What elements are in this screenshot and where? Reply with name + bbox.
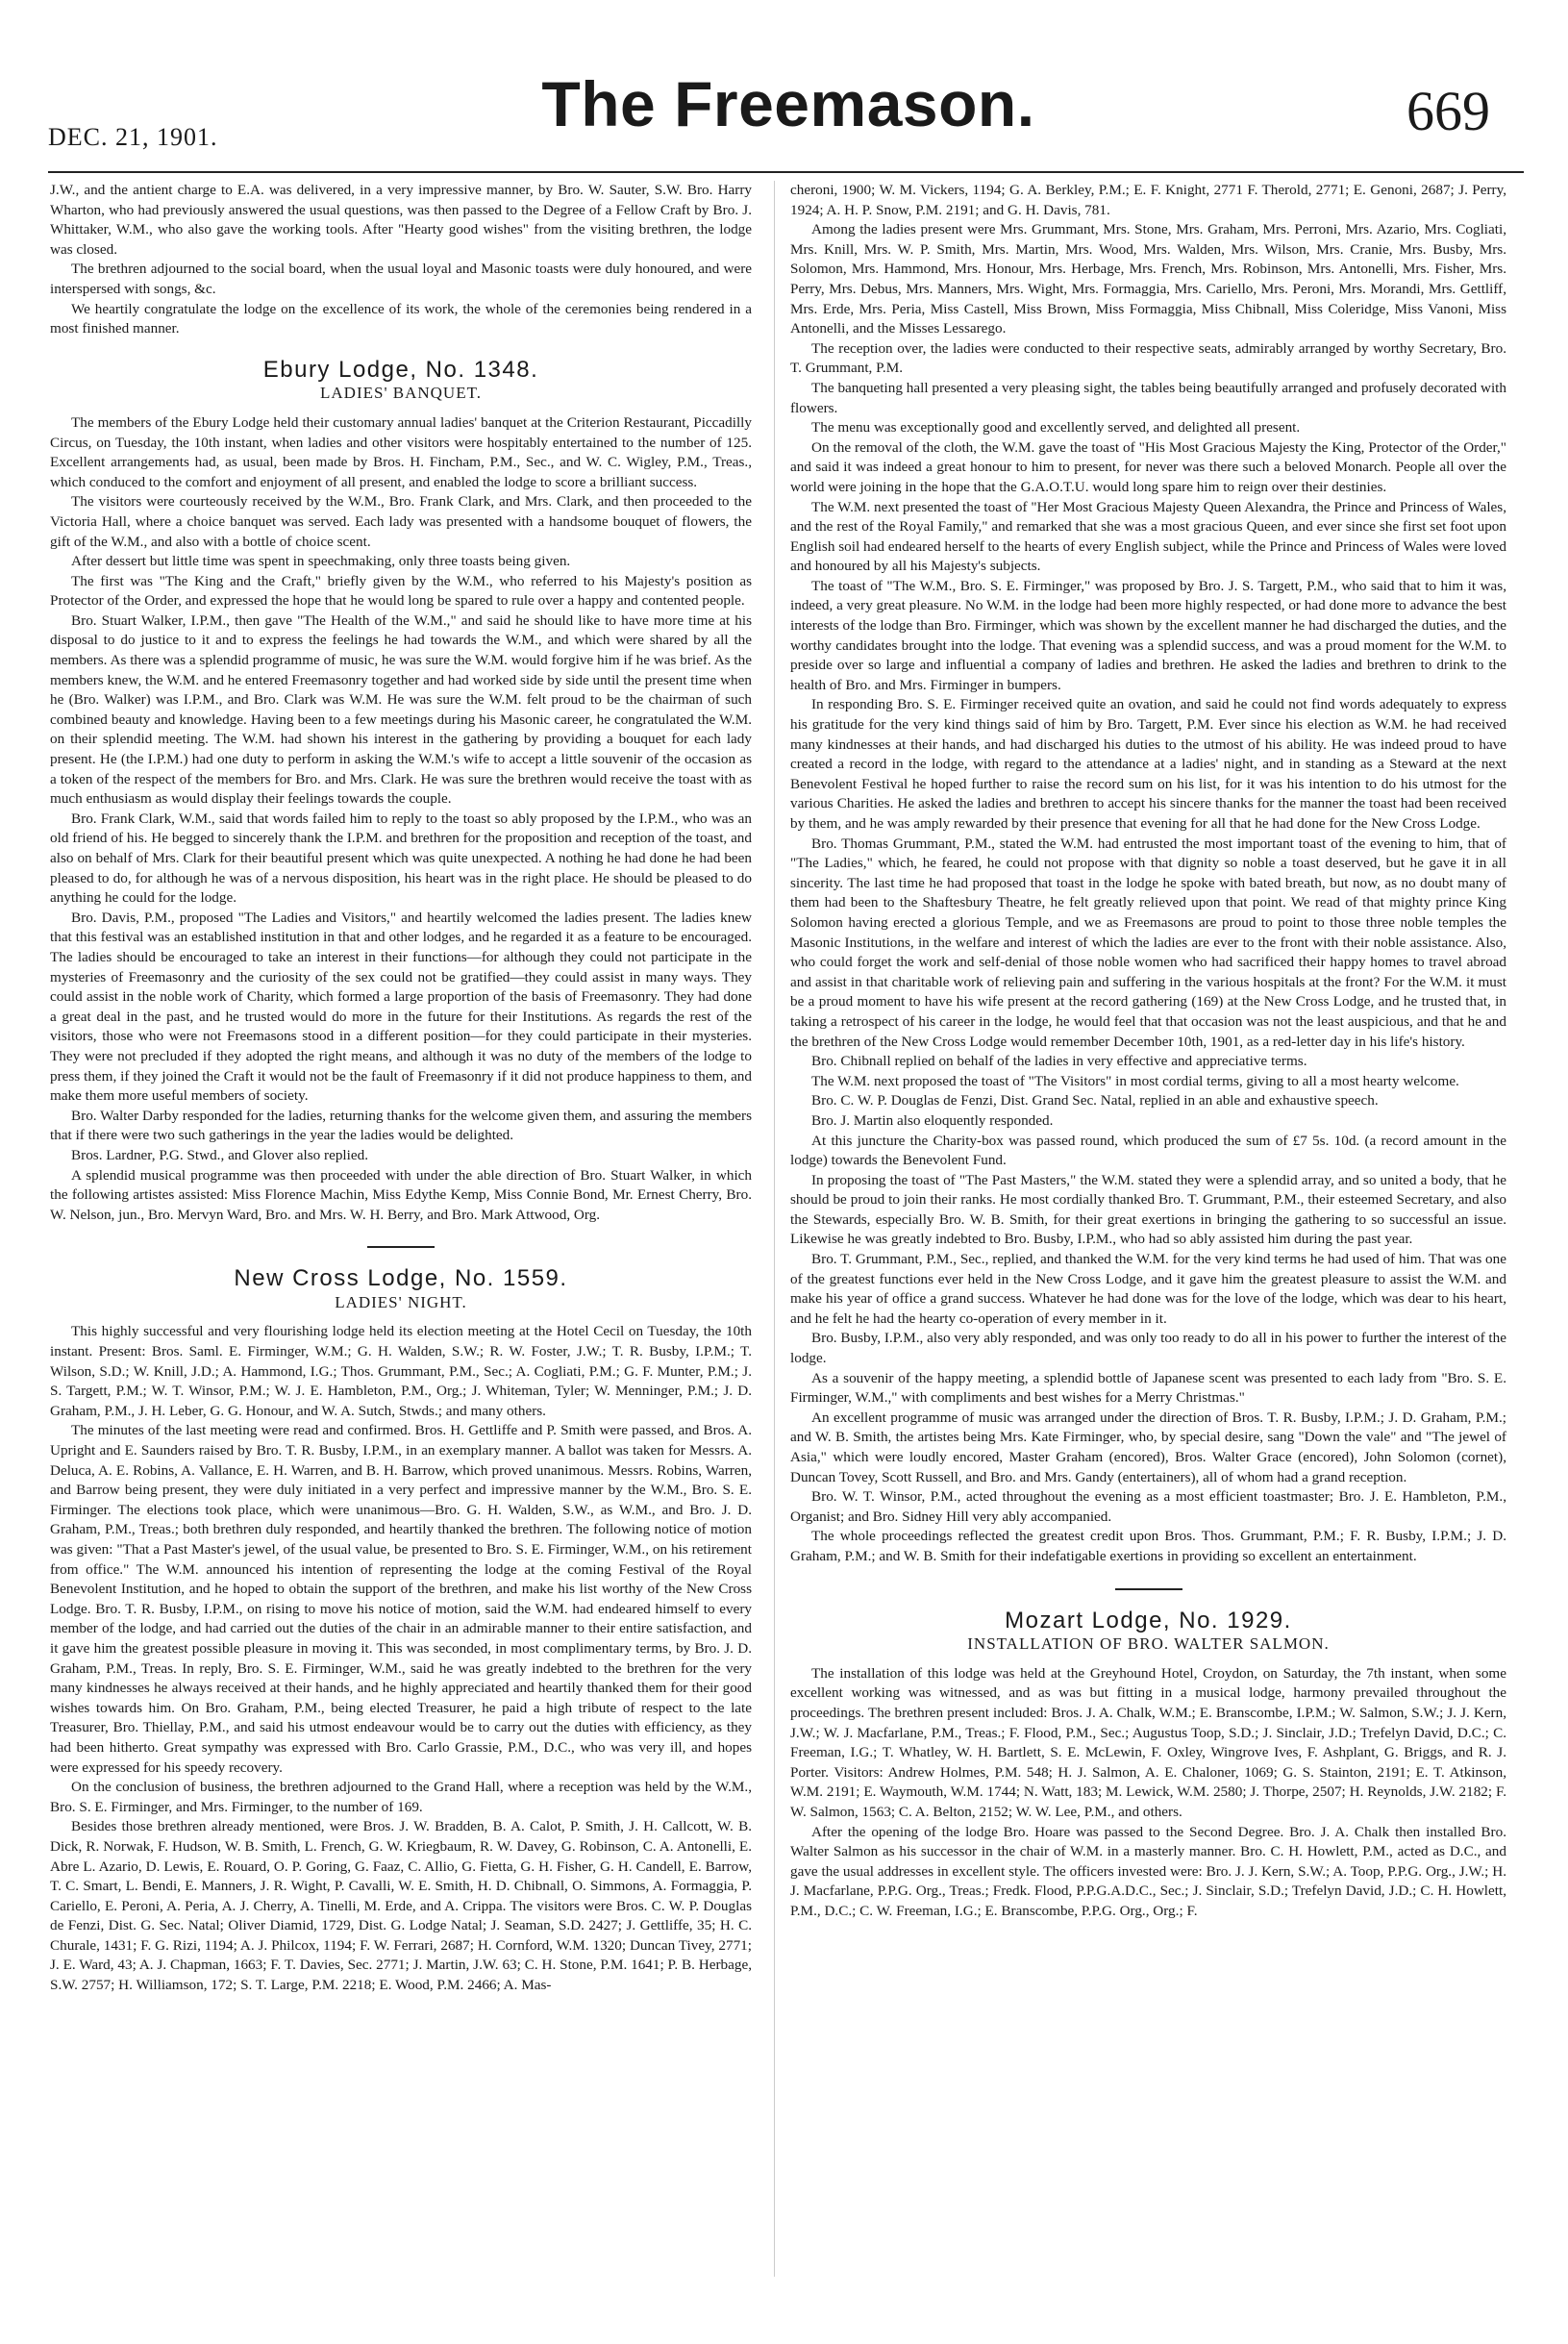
- paragraph: A splendid musical programme was then proceeded with under the able direction of Bro. Stuart Walker, in which the following artistes assisted: Miss Florence Machin, Miss Edythe Kemp, Miss Connie Bond, Mr. Ernest Cherry, Bro. W. Nelson, jun., Bro. Mervyn Ward, Bro. and Mrs. W. H. Berry, and Bro. Mark Attwood, Org.: [50, 1166, 752, 1223]
- article-heading: Mozart Lodge, No. 1929.: [1005, 1607, 1292, 1633]
- paragraph: We heartily congratulate the lodge on the excellence of its work, the whole of the ceremonies being rendered in a most finished manner.: [50, 300, 752, 337]
- paragraph: The members of the Ebury Lodge held their customary annual ladies' banquet at the Criterion Restaurant, Piccadilly Circus, on Tuesday, the 10th instant, when ladies and other visitors were hospitably entertained to the number of 125. Excellent arrangements had, as usual, been made by Bros. H. Fincham, P.M., Sec., and W. C. Wigley, P.M., Treas., which conduced to the comfort and enjoyment of all present, and enabled the lodge to score a brilliant success.: [50, 413, 752, 490]
- paragraph: The toast of "The W.M., Bro. S. E. Firminger," was proposed by Bro. J. S. Targett, P.M., who said that to him it was, indeed, a very great pleasure. No W.M. in the lodge had been more highly respected, or had done more to advance the best interests of the lodge than Bro. Firminger, which was shown by the excellent manner he had discharged the duties, and the worthy candidates brought into the lodge. That evening was a splendid success, and was a proud moment for the W.M. to preside over so large and influential a company of ladies and brethren. He asked the ladies and brethren to drink to the health of Bro. and Mrs. Firminger in bumpers.: [790, 577, 1506, 693]
- header-rule: [48, 171, 1524, 173]
- paragraph: Bro. Frank Clark, W.M., said that words failed him to reply to the toast so ably proposed by the I.P.M., who was an old friend of his. He begged to sincerely thank the I.P.M. and brethren for the proposition and reception of the toast, and also on behalf of Mrs. Clark for their beautiful present which was quite unexpected. A nothing he had done he had been pleased to do, for although he was of a nervous disposition, his heart was in the right place. He should be pleased to do anything he could for the lodge.: [50, 810, 752, 907]
- paragraph: Bro. Walter Darby responded for the ladies, returning thanks for the welcome given them, and assuring the members that if there were two such gatherings in the year the ladies would be delighted.: [50, 1107, 752, 1144]
- section-divider: [1115, 1588, 1182, 1590]
- paragraph: The whole proceedings reflected the greatest credit upon Bros. Thos. Grummant, P.M.; F. R. Busby, I.P.M.; J. D. Graham, P.M.; and W. B. Smith for their indefatigable exertions in providing so excellent an entertainment.: [790, 1528, 1506, 1564]
- paragraph: Bro. Chibnall replied on behalf of the ladies in very effective and appreciative terms.: [811, 1053, 1307, 1070]
- paragraph: The minutes of the last meeting were read and confirmed. Bros. H. Gettliffe and P. Smith were passed, and Bros. A. Upright and E. Saunders raised by Bro. T. R. Busby, I.P.M., in an exemplary manner. A ballot was taken for Messrs. A. Deluca, A. E. Robins, A. Vallance, E. H. Warren, and B. H. Barrow, which proved unanimous. Messrs. Robins, Warren, and Barrow being present, they were duly initiated in a very perfect and impressive manner by the W.M., Bro. S. E. Firminger. The elections took place, which were unanimous—Bro. G. H. Walden, S.W., as W.M., and Bro. J. D. Graham, P.M., Treas.; both brethren duly responded, and heartily thanked the brethren. The following notice of motion was given: "That a Past Master's jewel, of the usual value, be presented to Bro. S. E. Firminger, W.M., on his retirement from office." The W.M. announced his intention of representing the lodge at the coming Festival of the Royal Benevolent Institution, and he hoped to obtain the support of the brethren, and make his list worthy of the New Cross Lodge. Bro. T. R. Busby, I.P.M., on rising to move his notice of motion, said the W.M. had endeared himself to every member of the lodge, and had carried out the duties of the chair in an admirable manner to their entire satisfaction, and it gave him the greatest possible pleasure in moving it. This was seconded, in most complimentary terms, by Bro. J. D. Graham, P.M., Treas. In reply, Bro. S. E. Firminger, W.M., said he was greatly indebted to the brethren for the very many kindnesses he always received at their hands, and he highly appreciated and heartily thanked them for their good wishes towards him. On Bro. Graham, P.M., being elected Treasurer, he paid a high tribute of respect to the late Treasurer, Bro. Thiellay, P.M., and said his utmost endeavour would be to carry out the duties with efficiency, as they had been hitherto. Great sympathy was expressed with Bro. Carlo Grassie, P.M., D.C., who was very ill, and hopes were expressed for his speedy recovery.: [50, 1422, 752, 1776]
- paragraph: Bros. Lardner, P.G. Stwd., and Glover also replied.: [71, 1146, 368, 1163]
- paragraph: Bro. W. T. Winsor, P.M., acted throughout the evening as a most efficient toastmaster; Bro. J. E. Hambleton, P.M., Organist; and Bro. Sidney Hill very ably accompanied.: [790, 1488, 1506, 1525]
- paragraph: The W.M. next presented the toast of "Her Most Gracious Majesty Queen Alexandra, the Prince and Princess of Wales, and the rest of the Royal Family," and remarked that she was a most gracious Queen, and ever since she first set foot upon English soil had endeared herself to the hearts of every English subject, while the Prince and Princess of Wales were loved and honoured by all his Majesty's subjects.: [790, 498, 1506, 575]
- paragraph: Bro. J. Martin also eloquently responded.: [811, 1111, 1054, 1129]
- paragraph: This highly successful and very flourishing lodge held its election meeting at the Hotel Cecil on Tuesday, the 10th instant. Present: Bros. Saml. E. Firminger, W.M.; G. H. Walden, S.W.; R. W. Foster, J.W.; T. R. Busby, I.P.M.; T. Wilson, S.D.; W. Knill, J.D.; A. Hammond, I.G.; Thos. Grummant, P.M., Sec.; A. Cogliati, P.M.; G. F. Munter, P.M.; J. S. Targett, P.M.; W. T. Winsor, P.M.; W. J. E. Hambleton, P.M., Org.; J. Whiteman, Tyler; W. Menninger, P.M.; J. D. Graham, P.M., J. H. Leber, G. G. Honour, and W. A. Sutch, Stwds.; and many others.: [50, 1323, 752, 1419]
- new-cross-continuation: [790, 181, 1506, 1567]
- intro-section: [50, 181, 752, 339]
- paragraph: An excellent programme of music was arranged under the direction of Bros. T. R. Busby, I.P.M.; J. D. Graham, P.M.; and W. B. Smith, the artistes being Mrs. Kate Firminger, who, by special desire, sang "Down the vale" and "The jewel of Asia," which were loudly encored, Master Graham (encored), Bros. Walter Grace (encored), John Solomon (cornet), Duncan Tovey, Scott Russell, and Bro. and Mrs. Gandy (entertainers), all of whom had a grand reception.: [790, 1409, 1506, 1485]
- paragraph: Bro. Thomas Grummant, P.M., stated the W.M. had entrusted the most important toast of the evening to him, that of "The Ladies," which, he feared, he could not propose with that dignity so noble a toast deserved, but he gave it in all sincerity. The last time he had proposed that toast in the lodge he spoke with bated breath, but now, as no doubt many of them had been to the Shaftesbury Theatre, he felt greatly relieved upon that point. We read of that mighty prince King Solomon having erected a glorious Temple, and we as Freemasons are proud to point to those three noble temples the Masonic Institutions, in the welfare and interest of which the ladies are ever to the front with their noble assistance. Also, who could forget the work and self-denial of those noble women who had sacrificed their happy homes to travel abroad and assist in that charitable work of relieving pain and suffering in the various hospitals at the front? For the W.M. it must be a proud moment to have his wife present at the record gathering (169) at the New Cross Lodge, and he trusted that, in taking a retrospect of his career in the lodge, he would feel that that occasion was not the least auspicious, and that he and the brethren of the New Cross Lodge would remember December 10th, 1901, as a red-letter day in his life's history.: [790, 835, 1506, 1050]
- paragraph: Bro. Davis, P.M., proposed "The Ladies and Visitors," and heartily welcomed the ladies present. The ladies knew that this festival was an established institution in that and other lodges, and he regarded it as a feature to be encouraged. The ladies should be encouraged to take an interest in their functions—for although they could not participate in the mysteries of Freemasonry and the curiosity of the sex could not be gratified—they could assist in many ways. They could assist in the noble work of Charity, which formed a large proportion of the basis of Freemasonry. They had done a great deal in the past, and he trusted would do more in the future for their Institutions. As regards the rest of the visitors, those who were not Freemasons stood in a different position—for they could participate in their mysteries. They were not precluded if they adopted the right means, and although it was no duty of the members of the lodge to press them, if they joined the Craft it would not be the fault of Freemasonry if it did not produce happiness to them, and make them more useful members of society.: [50, 909, 752, 1105]
- article-new-cross-lodge: [50, 1265, 752, 1995]
- paragraph: After dessert but little time was spent in speechmaking, only three toasts being given.: [71, 553, 571, 570]
- paragraph: The brethren adjourned to the social board, when the usual loyal and Masonic toasts were duly honoured, and were interspersed with songs, &c.: [50, 261, 752, 297]
- issue-date: DEC. 21, 1901.: [48, 123, 218, 151]
- paragraph: cheroni, 1900; W. M. Vickers, 1194; G. A. Berkley, P.M.; E. F. Knight, 2771 F. Therold, 2771; E. Genoni, 2687; J. Perry, 1924; A. H. P. Snow, P.M. 2191; and G. H. Davis, 781.: [790, 182, 1506, 218]
- article-heading: Ebury Lodge, No. 1348.: [262, 356, 539, 383]
- paragraph: Besides those brethren already mentioned, were Bros. J. W. Bradden, B. A. Calot, P. Smith, J. H. Callcott, W. B. Dick, R. Norwak, F. Hudson, W. B. Smith, L. French, G. W. Kriegbaum, R. W. Davey, G. Robinson, C. A. Antonelli, E. Abre L. Azario, D. Lewis, E. Rouard, O. P. Goring, G. Faaz, C. Allio, G. Fietta, G. H. Fisher, G. H. Candell, E. Barrow, T. C. Smart, L. Bendi, E. Manners, J. R. Wight, P. Cavalli, W. E. Smith, H. D. Chibnall, O. Simmons, A. Formaggia, P. Cariello, E. Peroni, A. Peria, A. J. Cherry, A. Tinelli, M. Erde, and A. Crippa. The visitors were Bros. C. W. P. Douglas de Fenzi, Dist. G. Sec. Natal; Oliver Diamid, 1729, Dist. G. Lodge Natal; J. Seaman, S.D. 2427; J. Gettliffe, 35; H. C. Churale, 1431; F. G. Rizi, 1194; A. J. Philcox, 1194; F. W. Ferrari, 2687; H. Cornford, W.M. 1320; Duncan Tivey, 2771; J. E. Ward, 43; A. J. Chapman, 1663; F. T. Davies, Sec. 2771; J. Martin, J.W. 63; C. H. Stone, P.M. 1641; P. B. Herbage, S.W. 2757; H. Williamson, 172; S. T. Large, P.M. 2218; E. Wood, P.M. 2466; A. Mas-: [50, 1818, 752, 1994]
- newspaper-title: The Freemason.: [541, 68, 1035, 139]
- paragraph: In proposing the toast of "The Past Masters," the W.M. stated they were a splendid array, and so united a body, that he should be proud to join their ranks. He most cordially thanked Bro. T. Grummant, P.M., their esteemed Secretary, and also the Stewards, especially Bro. W. B. Smith, for their great exertions in bringing the gathering to so successful an issue. Likewise he was greatly indebted to Bro. Busby, I.P.M., who had so ably assisted him during the past year.: [790, 1171, 1506, 1248]
- article-subheading: LADIES' BANQUET.: [320, 384, 482, 403]
- page-number: 669: [1406, 80, 1490, 142]
- paragraph: The first was "The King and the Craft," briefly given by the W.M., who referred to his Majesty's position as Protector of the Order, and expressed the hope that he would long be spared to rule over a happy and contented people.: [50, 572, 752, 610]
- article-subheading: LADIES' NIGHT.: [335, 1292, 467, 1311]
- paragraph: The W.M. next proposed the toast of "The Visitors" in most cordial terms, giving to all a most hearty welcome.: [811, 1072, 1459, 1089]
- paragraph: The banqueting hall presented a very pleasing sight, the tables being beautifully arranged and profusely decorated with flowers.: [790, 379, 1506, 416]
- paragraph: Among the ladies present were Mrs. Grummant, Mrs. Stone, Mrs. Graham, Mrs. Perroni, Mrs. Azario, Mrs. Cogliati, Mrs. Knill, Mrs. W. P. Smith, Mrs. Martin, Mrs. Wood, Mrs. Walden, Mrs. Wilson, Mrs. Cranie, Mrs. Busby, Mrs. Solomon, Mrs. Hammond, Mrs. Honour, Mrs. Herbage, Mrs. French, Mrs. Robinson, Mrs. Antonelli, Mrs. Fisher, Mrs. Perry, Mrs. Debus, Mrs. Manners, Mrs. Wight, Mrs. Formaggia, Mrs. Cariello, Mrs. Peroni, Mrs. Morandi, Mrs. Gettliff, Mrs. Erde, Mrs. Peria, Miss Castell, Miss Brown, Miss Formaggia, Miss Chibnall, Miss Coleridge, Miss Vanoni, Miss Antonelli, and the Misses Lessarego.: [790, 221, 1506, 337]
- paragraph: Bro. C. W. P. Douglas de Fenzi, Dist. Grand Sec. Natal, replied in an able and exhaustive speech.: [811, 1092, 1379, 1110]
- left-column: [50, 181, 752, 1996]
- article-subheading: INSTALLATION OF BRO. WALTER SALMON.: [967, 1634, 1330, 1654]
- paragraph: The menu was exceptionally good and excellently served, and delighted all present.: [811, 419, 1301, 436]
- paragraph: The installation of this lodge was held at the Greyhound Hotel, Croydon, on Saturday, the 7th instant, when some excellent working was witnessed, and as was but fitting in a musical lodge, harmony prevailed throughout the proceedings. The brethren present included: Bros. J. A. Chalk, W.M.; E. Branscombe, I.P.M.; W. Salmon, S.W.; J. J. Kern, J.W.; W. J. Macfarlane, P.M., Treas.; F. Flood, P.M., Sec.; Augustus Toop, S.D.; J. Sinclair, J.D.; Trefelyn David, D.C.; C. Freeman, I.G.; T. Whatley, W. H. Bartlett, S. E. McLewin, F. Oxley, Wingrove Ives, F. Ashplant, G. Briggs, and R. J. Porter. Visitors: Andrew Holmes, P.M. 548; H. J. Salmon, A. E. Chaloner, 1069; G. S. Stainton, 2191; E. T. Atkinson, W.M. 2191; E. Waymouth, W.M. 1744; N. Watt, 183; M. Lewick, W.M. 2580; J. Thorpe, 2507; H. Reynolds, J.W. 2182; F. W. Salmon, 1563; C. A. Belton, 2152; W. W. Lee, P.M., and others.: [790, 1664, 1506, 1820]
- paragraph: On the conclusion of business, the brethren adjourned to the Grand Hall, where a reception was held by the W.M., Bro. S. E. Firminger, and Mrs. Firminger, to the number of 169.: [50, 1779, 752, 1815]
- section-divider: [367, 1246, 435, 1248]
- paragraph: On the removal of the cloth, the W.M. gave the toast of "His Most Gracious Majesty the King, Protector of the Order," and said it was indeed a great honour to him to present, for never was there such a beloved Monarch. People all over the world were joining in the hope that the G.A.O.T.U. would long spare him to reign over their destinies.: [790, 438, 1506, 495]
- paragraph: After the opening of the lodge Bro. Hoare was passed to the Second Degree. Bro. J. A. Chalk then installed Bro. Walter Salmon as his successor in the chair of W.M. in a masterly manner. Bro. C. H. Howlett, P.M., acted as D.C., and gave the usual addresses in excellent style. The officers invested were: Bro. J. J. Kern, S.W.; A. Toop, P.P.G. Org., J.W.; H. J. Macfarlane, P.P.G. Org., Treas.; Fredk. Flood, P.P.G.A.D.C., Sec.; J. Sinclair, S.D.; Trefelyn David, J.D.; C. H. Howlett, P.M., D.C.; C. W. Freeman, I.G.; E. Branscombe, P.P.G. Org., Org.; F.: [790, 1823, 1506, 1919]
- paragraph: As a souvenir of the happy meeting, a splendid bottle of Japanese scent was presented to each lady from "Bro. S. E. Firminger, W.M.," with compliments and best wishes for a Merry Christmas.": [790, 1369, 1506, 1407]
- paragraph: In responding Bro. S. E. Firminger received quite an ovation, and said he could not find words adequately to express his gratitude for the very kind things said of him by Bro. Targett, P.M. Ever since his election as W.M. he had received many kindnesses at their hands, and had discharged his duties to the utmost of his ability. He was indeed proud to have created a record in the lodge, with regard to the attendance at a ladies' night, and in standing as a Steward at the next Benevolent Festival he hoped further to raise the record sum on his list, for it was his intention to do his utmost for the various Charities. He asked the ladies and brethren to accept his sincere thanks for the manner the toast had been received by them, and he was amply rewarded by their presence that evening for all that he had done for the New Cross Lodge.: [790, 696, 1506, 832]
- article-mozart-lodge: [790, 1607, 1506, 1922]
- right-column: [790, 181, 1506, 1921]
- article-heading: New Cross Lodge, No. 1559.: [234, 1265, 568, 1292]
- paragraph: The visitors were courteously received by the W.M., Bro. Frank Clark, and Mrs. Clark, and then proceeded to the Victoria Hall, where a choice banquet was served. Each lady was presented with a handsome bouquet of flowers, the gift of the W.M., and also with a bottle of choice scent.: [50, 493, 752, 550]
- paragraph: Bro. T. Grummant, P.M., Sec., replied, and thanked the W.M. for the very kind terms he had used of him. That was one of the greatest functions ever held in the New Cross Lodge, and it gave him the greatest pleasure to assist the W.M. and make his year of office a grand success. Whatever he had done was for the love of the lodge, which was dear to his heart, and he felt he had the hearty co-operation of every member in it.: [790, 1251, 1506, 1327]
- column-separator: [774, 181, 775, 2277]
- paragraph: J.W., and the antient charge to E.A. was delivered, in a very impressive manner, by Bro. W. Sauter, S.W. Bro. Harry Wharton, who had previously answered the usual questions, was then passed to the Degree of a Fellow Craft by Bro. J. Whittaker, W.M., who also gave the working tools. After "Hearty good wishes" from the visiting brethren, the lodge was closed.: [50, 182, 752, 258]
- paragraph: At this juncture the Charity-box was passed round, which produced the sum of £7 5s. 10d. (a record amount in the lodge) towards the Benevolent Fund.: [790, 1132, 1506, 1169]
- paragraph: Bro. Stuart Walker, I.P.M., then gave "The Health of the W.M.," and said he should like to have more time at his disposal to do justice to it and to express the feelings he had towards the W.M., and which were shared by all the members. As there was a splendid programme of music, he was sure the W.M. would forgive him if he was brief. As the members knew, the W.M. and he entered Freemasonry together and had worked side by side until the present time when he (Bro. Walker) was I.P.M., and Bro. Clark was W.M. He was sure the W.M. felt proud to be the chairman of such combined beauty and knowledge. Having been to a few meetings during his Masonic career, he congratulated the W.M. on their splendid meeting. The W.M. had shown his interest in the gathering by providing a bouquet for each lady present. He (the I.P.M.) had one duty to perform in asking the W.M.'s wife to accept a little souvenir of the occasion as a token of the respect of the members for Bro. and Mrs. Clark. He was sure the brethren would receive the toast with as much enthusiasm as would display their feelings towards the couple.: [50, 611, 752, 808]
- article-ebury-lodge: [50, 356, 752, 1226]
- paragraph: The reception over, the ladies were conducted to their respective seats, admirably arranged by worthy Secretary, Bro. T. Grummant, P.M.: [790, 339, 1506, 377]
- paragraph: Bro. Busby, I.P.M., also very ably responded, and was only too ready to do all in his power to further the interest of the lodge.: [790, 1330, 1506, 1367]
- masthead: [48, 67, 1529, 154]
